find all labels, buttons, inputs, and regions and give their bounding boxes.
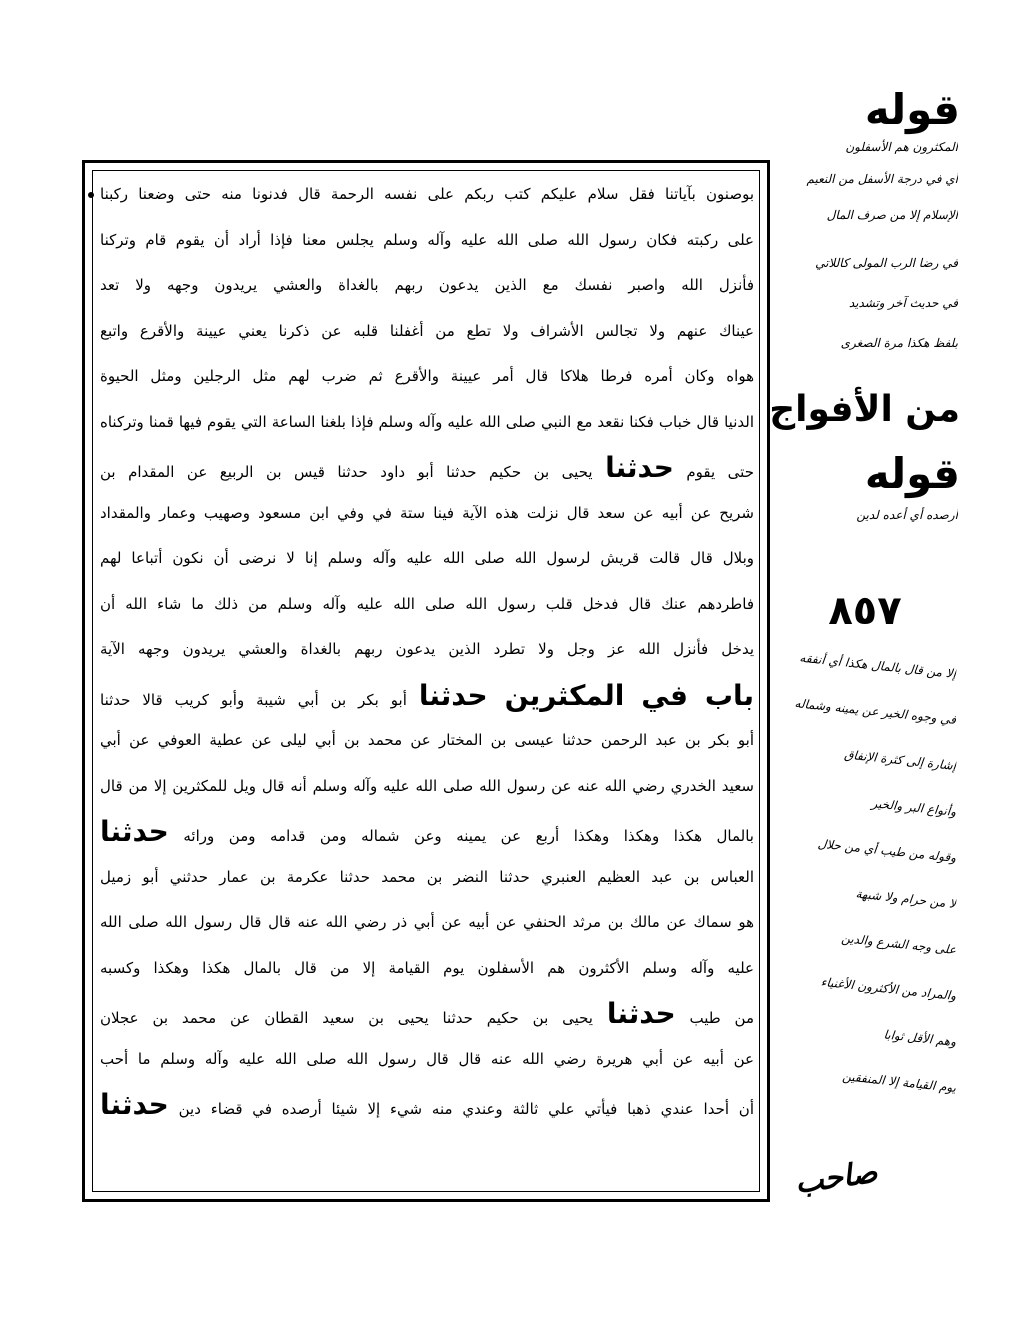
text-line-highlight: حدثنا (606, 997, 676, 1030)
text-line-rest: يحيى بن حكيم حدثنا يحيى بن سعيد القطان عن محمد بن عجلان (100, 1009, 593, 1027)
margin-slant-note: في وجوه الخير عن يمينه وشماله (793, 696, 957, 727)
text-line-body: عليه وآله وسلم الأكثرون هم الأسفلون يوم القيامة إلا من قال بالمال هكذا وهكذا وكسبه (100, 958, 754, 977)
text-line-body: أبو بكر بن عبد الرحمن حدثنا عيسى بن المختار عن محمد بن أبي ليلى عن عطية العوفي عن أبي (100, 731, 754, 749)
text-line-body: أن أحدا عندي ذهبا فيأتي علي ثالثة وعندي منه شيء إلا شيئا أرصده في قضاء دين (178, 1100, 754, 1118)
text-line-body: بوصنون بآياتنا فقل سلام عليكم كتب ربكم على نفسه الرحمة قال فدنونا منه حتى وضعنا ركبنا (100, 185, 754, 203)
margin-note-3: الإسلام إلا من صرف المال (826, 208, 958, 222)
text-line-body: هواه وكان أمره فرطا هلاكا قال أمر عيينة والأقرع ثم ضرب لهم مثل الرجلين ومثل الحيوة (100, 367, 754, 385)
text-line-body: عن أبيه عن أبي هريرة رضي الله عنه قال قال رسول الله صلى الله عليه وآله وسلم ما أحب (100, 1049, 754, 1068)
text-line-body: فاطردهم عنك قال فدخل قلب رسول الله صلى الله عليه وآله وسلم من ذلك ما شاء الله أن (100, 594, 754, 613)
margin-slant-note: والمراد من الأكثرون الأغنياء (820, 974, 957, 1003)
text-line (100, 582, 754, 628)
text-line-body: بالمال هكذا وهكذا وهكذا أربع عن يمينه وعن شماله ومن قدامه ومن ورائه (183, 827, 754, 845)
margin-slant-note: وقوله من طيب أي من حلال (817, 836, 957, 865)
margin-heading-mid: من الأفواج (769, 389, 960, 430)
text-line-body: وبلال قال قالت قريش لرسول الله صلى الله عليه وآله وسلم إنا لا نرضى أن نكون أتباعا لهم (100, 549, 754, 567)
text-line-rest: يحيى بن حكيم حدثنا أبو داود حدثنا قيس بن الربيع عن المقدام بن (100, 463, 593, 481)
margin-note-7: أرصده أي أعده لدين (856, 508, 958, 522)
text-line-body: حتى يقوم (686, 463, 754, 481)
text-line (100, 263, 754, 309)
text-line-body: سعيد الخدري رضي الله عنه عن رسول الله صلى الله عليه وآله وسلم أنه قال ويل للمكثرين إلا من قال (100, 776, 754, 795)
text-line (100, 627, 754, 673)
margin-slant-note: إلا من قال بالمال هكذا أي أنفقه (798, 650, 957, 681)
margin-slant-note: على وجه الشرع والدين (840, 930, 957, 957)
text-line (100, 1037, 754, 1083)
page-number: ٨٥٧ (828, 588, 902, 634)
margin-note-5: في حديث آخر وتشديد (848, 296, 958, 310)
margin-heading-top: قوله (864, 85, 960, 134)
margin-note-6: بلفظ هكذا مرة الصغرى (840, 336, 958, 350)
text-line (100, 855, 754, 901)
text-line-rest: أبو بكر بن أبي شيبة وأبو كريب قالا حدثنا (100, 690, 407, 709)
text-line-body: شريح عن أبيه عن سعد قال نزلت هذه الآية فينا ستة في وفي ابن مسعود وصهيب وعمار والمقداد (100, 503, 754, 522)
text-line (100, 900, 754, 946)
text-line (100, 673, 754, 719)
main-text-block (100, 172, 754, 1184)
text-line-body: هو سماك عن مالك بن مرثد الحنفي عن أبيه عن أبي ذر رضي الله عنه قال قال رسول الله صلى الله (100, 913, 754, 931)
margin-heading-2: قوله (864, 449, 960, 498)
text-line-highlight: حدثنا (100, 815, 169, 848)
text-line (100, 445, 754, 491)
text-line-body: من طيب (689, 1009, 754, 1027)
text-line-body: فأنزل الله واصبر نفسك مع الذين يدعون ربهم بالغداة والعشي يريدون وجهه ولا تعد (100, 276, 754, 294)
corner-dot (88, 192, 94, 198)
text-line (100, 946, 754, 992)
text-line (100, 172, 754, 218)
margin-slant-note: وهم الأقل ثوابا (883, 1027, 957, 1049)
text-line (100, 764, 754, 810)
text-line (100, 718, 754, 764)
margin-slant-note: يوم القيامة إلا المنفقين (841, 1069, 957, 1095)
margin-slant-note: إشارة إلى كثرة الإنفاق (843, 747, 957, 773)
text-line-highlight: حدثنا (605, 451, 674, 484)
text-line (100, 991, 754, 1037)
margin-slant-note: لا من حرام ولا شبهة (855, 886, 957, 911)
text-line (100, 536, 754, 582)
text-line-body: الدنيا قال خباب فكنا نقعد مع النبي صلى الله عليه وآله وسلم فإذا بلغنا الساعة التي يقوم فيها قمنا وتركناه (100, 412, 754, 431)
margin-note-2: أي في درجة الأسفل من النعيم (806, 172, 958, 186)
margin-note-1: المكثرون هم الأسفلون (845, 140, 958, 154)
right-margin-notes (770, 86, 970, 1236)
text-line (100, 809, 754, 855)
text-line (100, 491, 754, 537)
text-line-body: العباس بن عبد العظيم العنبري حدثنا النضر بن محمد حدثنا عكرمة بن عمار حدثني أبو زميل (100, 867, 754, 886)
text-line (100, 1082, 754, 1128)
text-line-body: يدخل فأنزل الله عز وجل ولا تطرد الذين يدعون ربهم بالغداة والعشي يريدون وجهه الآية (100, 640, 754, 658)
text-line (100, 354, 754, 400)
text-line (100, 400, 754, 446)
text-line (100, 309, 754, 355)
text-line (100, 218, 754, 264)
bottom-signature: صاحب (792, 1154, 880, 1201)
margin-slant-note: وأنواع البر والخير (870, 796, 957, 819)
text-line-highlight: باب في المكثرين حدثنا (418, 678, 754, 712)
margin-note-4: في رضا الرب المولى كاللاتي (815, 256, 958, 270)
text-line-body: عيناك عنهم ولا تجالس الأشراف ولا تطع من أغفلنا قلبه عن ذكرنا يعني عيينة والأقرع واتبع (100, 321, 754, 340)
text-line-highlight: حدثنا (100, 1088, 169, 1121)
text-line-body: على ركبته فكان رسول الله صلى الله عليه وآله وسلم يجلس معنا فإذا أراد أن يقوم قام وتركنا (100, 230, 754, 249)
